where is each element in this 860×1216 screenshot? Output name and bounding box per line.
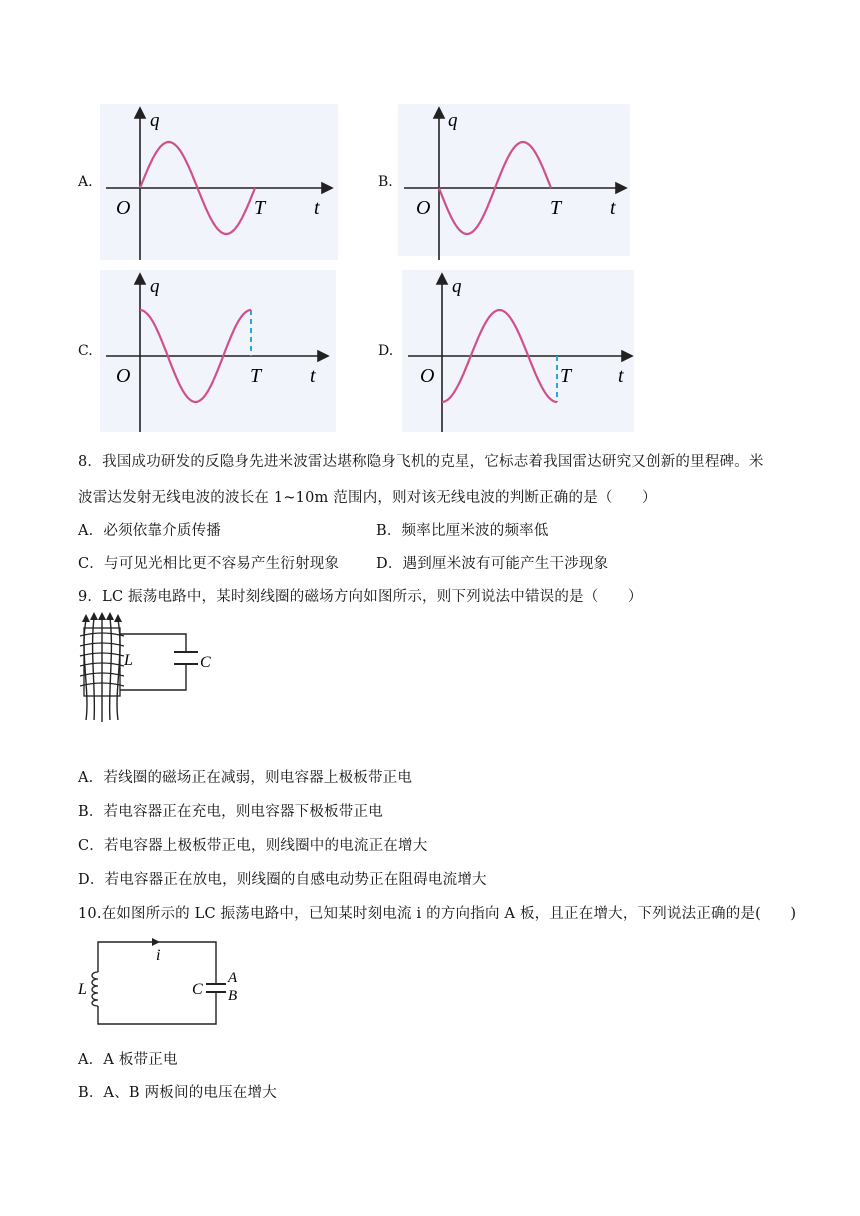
capacitor-label: C (192, 981, 203, 998)
magnetic-field-lines (84, 616, 120, 722)
origin-label: O (116, 197, 131, 219)
q9-stem: 9．LC 振荡电路中，某时刻线圈的磁场方向如图所示，则下列说法中错误的是（ ） (78, 589, 643, 605)
t-axis-label: t (310, 365, 316, 387)
q-axis-label: q (150, 276, 160, 297)
graph-option-c (100, 270, 338, 432)
option-b-label: B. (378, 174, 393, 190)
q-axis-label: q (150, 110, 160, 131)
period-label: T (560, 365, 572, 387)
q9-option-a: A．若线圈的磁场正在减弱，则电容器上极板带正电 (78, 770, 413, 786)
period-label: T (254, 197, 266, 219)
t-axis-label: t (610, 197, 616, 219)
origin-label: O (420, 365, 435, 387)
q8-option-d: D．遇到厘米波有可能产生干涉现象 (376, 556, 609, 572)
option-c-label: C. (78, 343, 93, 359)
q10-option-b: B．A、B 两板间的电压在增大 (78, 1085, 277, 1101)
q8-option-c: C．与可见光相比更不容易产生衍射现象 (78, 556, 340, 572)
current-label: i (156, 947, 161, 964)
q8-stem-line2: 波雷达发射无线电波的波长在 1~10m 范围内，则对该无线电波的判断正确的是（ ） (78, 490, 657, 506)
origin-label: O (116, 365, 131, 387)
q10-stem: 10.在如图所示的 LC 振荡电路中，已知某时刻电流 i 的方向指向 A 板，且正在增大，下列说法正确的是( ) (78, 906, 797, 922)
period-label: T (550, 197, 562, 219)
q9-option-d: D．若电容器正在放电，则线圈的自感电动势正在阻碍电流增大 (78, 872, 487, 888)
current-arrow-icon (152, 938, 160, 946)
q9-option-b: B．若电容器正在充电，则电容器下极板带正电 (78, 804, 383, 820)
option-d-label: D. (378, 343, 394, 359)
t-axis-label: t (618, 365, 624, 387)
q8-option-b: B．频率比厘米波的频率低 (376, 523, 549, 539)
axes (106, 274, 328, 432)
q-axis-label: q (448, 110, 458, 131)
t-axis-label: t (314, 197, 320, 219)
axes (404, 108, 626, 260)
origin-label: O (416, 197, 431, 219)
q8-stem-line1: 8．我国成功研发的反隐身先进米波雷达堪称隐身飞机的克星，它标志着我国雷达研究又创新的里程碑。米 (78, 454, 764, 470)
inductor-coil-icon (92, 972, 98, 1006)
graph-option-d (402, 270, 638, 432)
inductor-label: L (78, 981, 87, 998)
q8-option-a: A．必须依靠介质传播 (78, 523, 221, 539)
plate-a-label: A (228, 970, 238, 986)
capacitor-icon (206, 984, 226, 992)
graph-option-b (398, 104, 632, 260)
q10-option-a: A．A 板带正电 (78, 1052, 178, 1068)
q9-option-c: C．若电容器上极板带正电，则线圈中的电流正在增大 (78, 838, 428, 854)
option-a-label: A. (78, 174, 93, 190)
q-axis-label: q (452, 276, 462, 297)
capacitor-icon (174, 652, 198, 664)
q9-circuit-diagram (70, 612, 220, 724)
graph-option-a (100, 104, 338, 260)
q10-circuit-diagram (74, 932, 250, 1032)
axes (408, 274, 632, 432)
inductor-label: L (124, 652, 133, 669)
capacitor-label: C (200, 654, 211, 671)
plate-b-label: B (228, 988, 238, 1004)
period-label: T (250, 365, 262, 387)
axes (106, 108, 332, 260)
